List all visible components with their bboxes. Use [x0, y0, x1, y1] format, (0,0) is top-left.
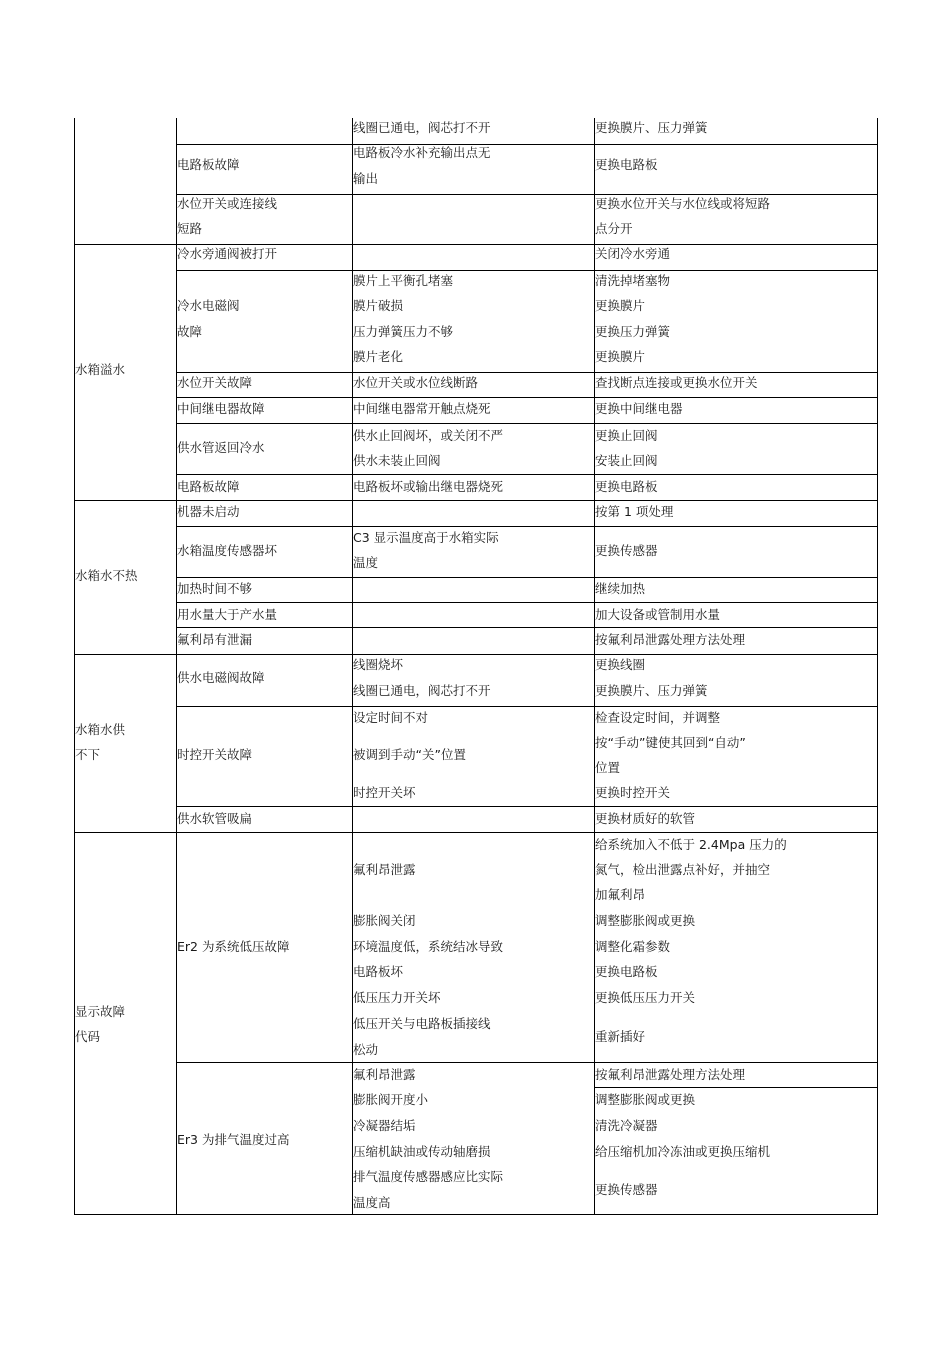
- fault-category: 水箱水供: [75, 722, 126, 737]
- fault-remedy: 关闭冷水旁通: [595, 246, 671, 261]
- fault-detail: 膜片老化: [353, 349, 404, 364]
- table-border: [594, 1087, 878, 1088]
- table-border: [176, 577, 878, 578]
- fault-cause: Er3 为排气温度过高: [177, 1132, 290, 1147]
- fault-cause: Er2 为系统低压故障: [177, 939, 290, 954]
- fault-remedy: 给系统加入不低于 2.4Mpa 压力的: [595, 837, 787, 852]
- table-border: [74, 654, 878, 655]
- table-border: [176, 194, 878, 195]
- fault-detail: 低压压力开关坏: [353, 990, 441, 1005]
- table-border: [877, 118, 878, 1215]
- table-border: [176, 706, 878, 707]
- fault-remedy: 更换电路板: [595, 157, 658, 172]
- fault-detail: 低压开关与电路板插接线: [353, 1016, 491, 1031]
- table-border: [176, 602, 878, 603]
- fault-remedy: 清洗冷凝器: [595, 1118, 658, 1133]
- table-border: [176, 526, 878, 527]
- fault-detail: 氟利昂泄露: [353, 1067, 416, 1082]
- table-border: [176, 627, 878, 628]
- fault-remedy: 加大设备或管制用水量: [595, 607, 721, 622]
- fault-remedy: 更换水位开关与水位线或将短路: [595, 196, 771, 211]
- fault-category: 不下: [75, 747, 101, 762]
- fault-cause: 机器未启动: [177, 504, 240, 519]
- fault-cause: 氟利昂有泄漏: [177, 632, 253, 647]
- fault-remedy: 更换膜片、压力弹簧: [595, 683, 708, 698]
- fault-cause: 加热时间不够: [177, 581, 253, 596]
- table-border: [176, 372, 878, 373]
- fault-detail: 环境温度低，系统结冰导致: [353, 939, 504, 954]
- fault-remedy: 按氟利昂泄露处理方法处理: [595, 632, 746, 647]
- fault-remedy: 更换止回阀: [595, 428, 658, 443]
- fault-cause: 水位开关或连接线: [177, 196, 278, 211]
- fault-detail: 时控开关坏: [353, 785, 416, 800]
- fault-cause: 冷水电磁阀: [177, 298, 240, 313]
- table-border: [176, 474, 878, 475]
- table-border: [176, 423, 878, 424]
- table-border: [74, 244, 878, 245]
- fault-detail: 膨胀阀关闭: [353, 913, 416, 928]
- fault-remedy: 查找断点连接或更换水位开关: [595, 375, 758, 390]
- fault-detail: 电路板冷水补充输出点无: [353, 145, 491, 160]
- fault-cause: 供水管返回冷水: [177, 440, 265, 455]
- fault-detail: 线圈已通电，阀芯打不开: [353, 120, 491, 135]
- fault-remedy: 检查设定时间，并调整: [595, 710, 721, 725]
- fault-remedy: 更换时控开关: [595, 785, 671, 800]
- table-border: [176, 397, 878, 398]
- fault-detail: 中间继电器常开触点烧死: [353, 401, 491, 416]
- fault-remedy: 更换低压压力开关: [595, 990, 696, 1005]
- fault-remedy: 更换材质好的软管: [595, 811, 696, 826]
- fault-remedy: 给压缩机加冷冻油或更换压缩机: [595, 1144, 771, 1159]
- fault-remedy: 更换膜片、压力弹簧: [595, 120, 708, 135]
- fault-remedy: 更换电路板: [595, 964, 658, 979]
- fault-cause: 中间继电器故障: [177, 401, 265, 416]
- fault-remedy: 重新插好: [595, 1029, 646, 1044]
- fault-cause: 供水软管吸扁: [177, 811, 253, 826]
- fault-remedy: 更换膜片: [595, 298, 646, 313]
- fault-cause: 水箱温度传感器坏: [177, 543, 278, 558]
- fault-detail: 供水未装止回阀: [353, 453, 441, 468]
- fault-cause: 水位开关故障: [177, 375, 253, 390]
- fault-remedy: 更换电路板: [595, 479, 658, 494]
- fault-cause: 短路: [177, 221, 203, 236]
- fault-category: 水箱溢水: [75, 362, 126, 377]
- table-border: [176, 270, 878, 271]
- fault-cause: 冷水旁通阀被打开: [177, 246, 278, 261]
- fault-detail: 氟利昂泄露: [353, 862, 416, 877]
- table-border: [176, 806, 878, 807]
- fault-remedy: 更换传感器: [595, 1182, 658, 1197]
- fault-remedy: 氮气，检出泄露点补好，并抽空: [595, 862, 771, 877]
- fault-remedy: 按“手动”键使其回到“自动”: [595, 735, 746, 750]
- fault-remedy: 安装止回阀: [595, 453, 658, 468]
- fault-category: 显示故障: [75, 1004, 126, 1019]
- fault-detail: 温度高: [353, 1195, 391, 1210]
- fault-detail: C3 显示温度高于水箱实际: [353, 530, 499, 545]
- fault-detail: 膜片上平衡孔堵塞: [353, 273, 454, 288]
- table-border: [176, 144, 878, 145]
- fault-remedy: 点分开: [595, 221, 633, 236]
- fault-detail: 膜片破损: [353, 298, 404, 313]
- fault-cause: 用水量大于产水量: [177, 607, 278, 622]
- table-border: [176, 118, 177, 1215]
- fault-remedy: 位置: [595, 760, 621, 775]
- table-border: [74, 832, 878, 833]
- fault-remedy: 更换膜片: [595, 349, 646, 364]
- fault-detail: 排气温度传感器感应比实际: [353, 1169, 504, 1184]
- fault-remedy: 更换中间继电器: [595, 401, 683, 416]
- fault-cause: 时控开关故障: [177, 747, 253, 762]
- fault-detail: 水位开关或水位线断路: [353, 375, 479, 390]
- fault-category: 代码: [75, 1029, 101, 1044]
- fault-detail: 压缩机缺油或传动轴磨损: [353, 1144, 491, 1159]
- fault-detail: 电路板坏: [353, 964, 404, 979]
- table-border: [74, 118, 75, 1215]
- fault-detail: 膨胀阀开度小: [353, 1092, 429, 1107]
- fault-detail: 供水止回阀坏，或关闭不严: [353, 428, 504, 443]
- fault-remedy: 继续加热: [595, 581, 646, 596]
- fault-detail: 线圈已通电，阀芯打不开: [353, 683, 491, 698]
- fault-category: 水箱水不热: [75, 568, 138, 583]
- fault-detail: 被调到手动“关”位置: [353, 747, 466, 762]
- fault-cause: 供水电磁阀故障: [177, 670, 265, 685]
- fault-detail: 线圈烧坏: [353, 657, 404, 672]
- fault-remedy: 更换线圈: [595, 657, 646, 672]
- fault-detail: 压力弹簧压力不够: [353, 324, 454, 339]
- fault-remedy: 加氟利昂: [595, 887, 646, 902]
- fault-remedy: 更换传感器: [595, 543, 658, 558]
- fault-detail: 设定时间不对: [353, 710, 429, 725]
- fault-cause: 故障: [177, 324, 203, 339]
- fault-remedy: 调整膨胀阀或更换: [595, 913, 696, 928]
- fault-remedy: 按氟利昂泄露处理方法处理: [595, 1067, 746, 1082]
- fault-remedy: 按第 1 项处理: [595, 504, 674, 519]
- table-border: [74, 500, 878, 501]
- fault-remedy: 清洗掉堵塞物: [595, 273, 671, 288]
- table-border: [176, 1062, 878, 1063]
- table-border: [74, 1214, 878, 1215]
- fault-cause: 电路板故障: [177, 479, 240, 494]
- fault-detail: 电路板坏或输出继电器烧死: [353, 479, 504, 494]
- fault-cause: 电路板故障: [177, 157, 240, 172]
- fault-remedy: 更换压力弹簧: [595, 324, 671, 339]
- fault-detail: 松动: [353, 1042, 379, 1057]
- fault-detail: 冷凝器结垢: [353, 1118, 416, 1133]
- fault-detail: 输出: [353, 171, 379, 186]
- fault-detail: 温度: [353, 555, 379, 570]
- fault-remedy: 调整化霜参数: [595, 939, 671, 954]
- fault-remedy: 调整膨胀阀或更换: [595, 1092, 696, 1107]
